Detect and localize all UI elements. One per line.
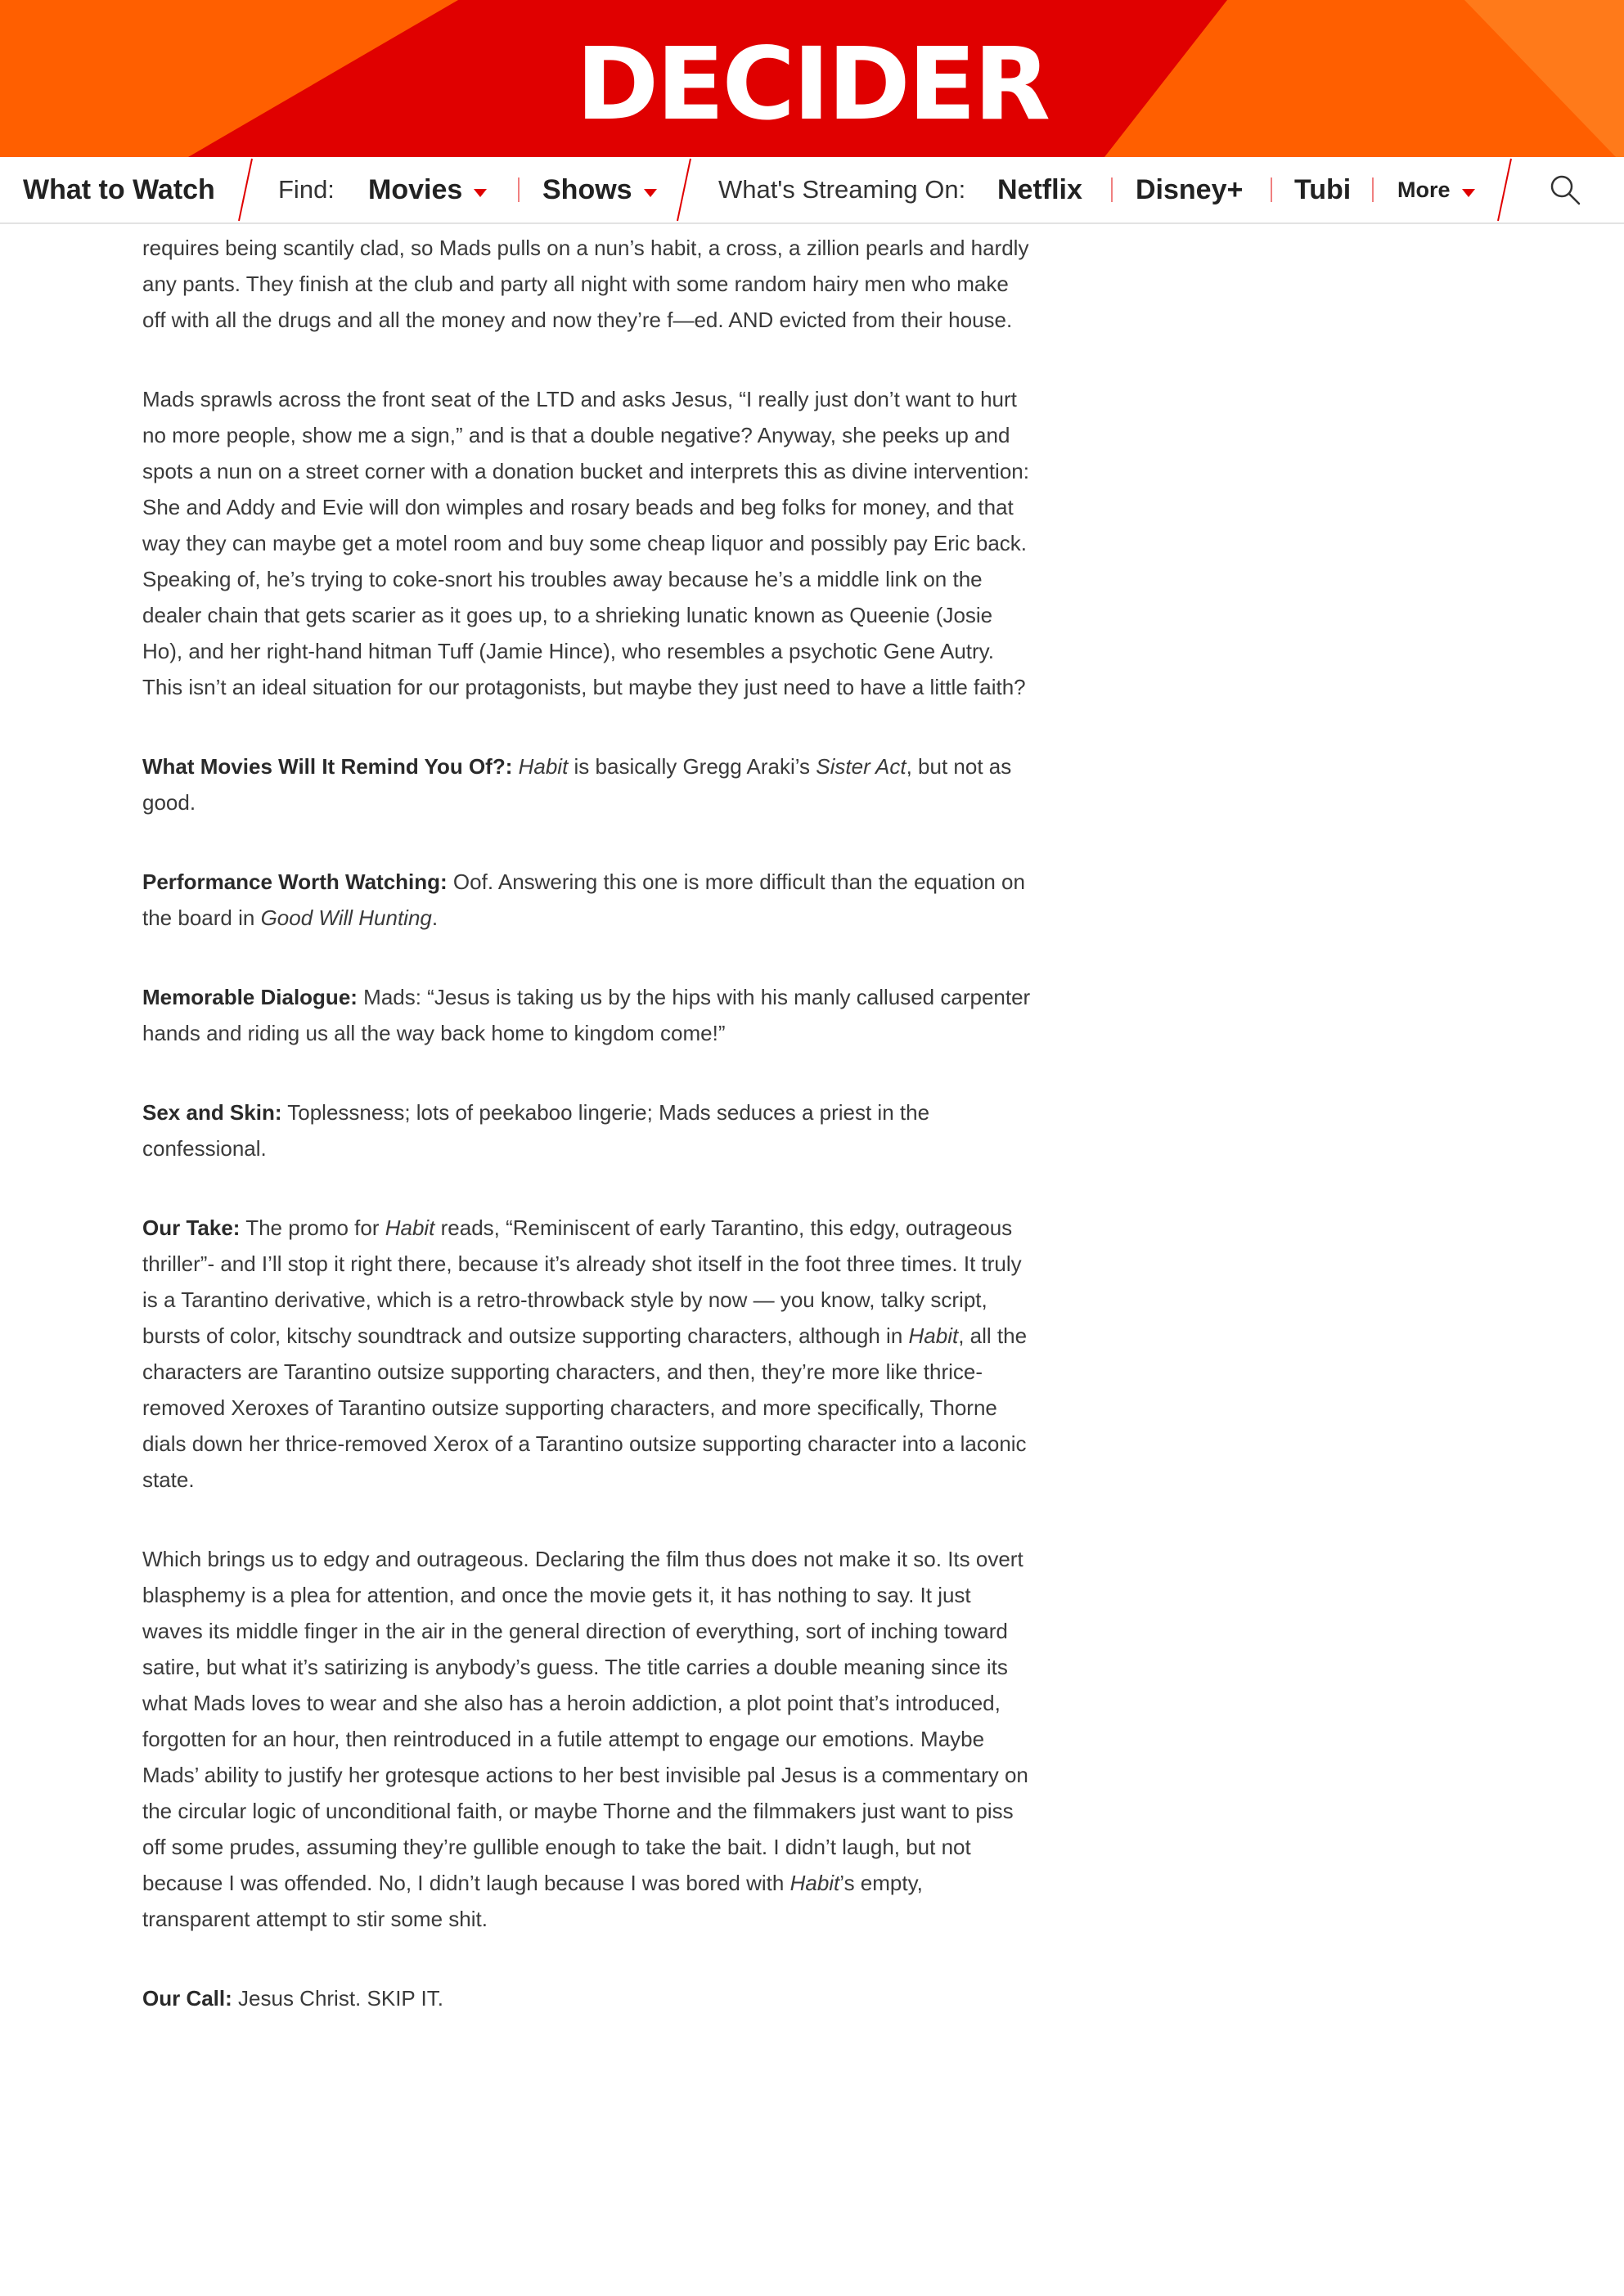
nav-divider-slash xyxy=(674,157,694,222)
paragraph-text xyxy=(512,754,518,779)
search-button[interactable] xyxy=(1549,173,1581,206)
nav-tubi[interactable]: Tubi xyxy=(1294,174,1352,205)
nav-streaming-label: What's Streaming On: xyxy=(718,175,966,204)
our-take-section xyxy=(142,1210,1034,1498)
nav-more-label: More xyxy=(1397,177,1451,202)
main-nav xyxy=(0,157,1624,224)
section-label: Performance Worth Watching: xyxy=(142,869,448,894)
article-paragraph xyxy=(142,230,1034,338)
nav-divider xyxy=(1271,177,1272,202)
paragraph-text: Which brings us to edgy and outrageous. Declaring the film thus does not make it so. Its overt blasphemy is a plea for attention, and once the movie gets it, it has nothing to say. It just waves its middle finger in the air in the general direction of everything, sort of inching toward satire, but what it’s satirizing is anybody’s guess. The title carries a double meaning since its what Mads loves to wear and she also has a heroin addiction, a plot point that’s introduced, forgotten for an hour, then reintroduced in a futile attempt to engage our emotions. Maybe Mads’ ability to justify her grotesque actions to her best invisible pal Jesus is a commentary on the circular logic of unconditional faith, or maybe Thorne and the filmmakers just want to piss off some prudes, assuming they’re gullible enough to take the bait. I didn’t laugh, but not because I was offended. No, I didn’t laugh because I was bored with xyxy=(142,1547,1028,1895)
remind-you-of-section xyxy=(142,748,1034,820)
paragraph-text: requires being scantily clad, so Mads pulls on a nun’s habit, a cross, a zillion pearls and hardly any pants. They finish at the club and party all night with some random hairy men who make off with all the drugs and all the money and now they’re f—ed. AND evicted from their house. xyxy=(142,236,1029,332)
paragraph-text: . xyxy=(431,905,439,930)
nav-netflix[interactable]: Netflix xyxy=(997,174,1082,205)
performance-section xyxy=(142,864,1034,936)
paragraph-text: Jesus Christ. SKIP IT. xyxy=(232,1986,443,2011)
nav-divider-slash xyxy=(236,157,255,222)
our-call-section xyxy=(142,1980,1034,2016)
article-paragraph xyxy=(142,381,1034,705)
article-body xyxy=(142,222,1034,2060)
nav-movies-label: Movies xyxy=(368,174,463,205)
paragraph-text: Mads: “Jesus is taking us by the hips with his manly callused carpenter hands and riding us all the way back home to kingdom come!” xyxy=(142,985,1031,1045)
nav-more-dropdown[interactable] xyxy=(1397,157,1475,222)
section-label: Sex and Skin: xyxy=(142,1100,282,1125)
title-italic: Habit xyxy=(518,754,569,779)
dialogue-section xyxy=(142,979,1034,1051)
nav-divider-slash xyxy=(1495,157,1514,222)
title-italic: Good Will Hunting xyxy=(260,905,432,930)
title-italic: Sister Act xyxy=(816,754,906,779)
nav-disney[interactable]: Disney+ xyxy=(1136,174,1244,205)
caret-down-icon xyxy=(474,189,487,197)
nav-divider xyxy=(1111,177,1113,202)
nav-shows-label: Shows xyxy=(542,174,632,205)
nav-what-to-watch[interactable]: What to Watch xyxy=(23,174,215,205)
caret-down-icon xyxy=(644,189,657,197)
paragraph-text: Mads sprawls across the front seat of the LTD and asks Jesus, “I really just don’t want to hurt no more people, show me a sign,” and is that a double negative? Anyway, she peeks up and spots a nun on a street corner with a donation bucket and interprets this as divine intervention: She and Addy and Evie will don wimples and rosary beads and beg folks for money, and that way they can maybe get a motel room and buy some cheap liquor and possibly pay Eric back. Speaking of, he’s trying to coke-snort his troubles away because he’s a middle link on the dealer chain that gets scarier as it goes up, to a shrieking lunatic known as Queenie (Josie Ho), and her right-hand hitman Tuff (Jamie Hince), who resembles a psychotic Gene Autry. This isn’t an ideal situation for our protagonists, but maybe they just need to have a little faith? xyxy=(142,387,1029,699)
nav-divider xyxy=(518,177,520,202)
site-header xyxy=(0,0,1624,157)
article-paragraph xyxy=(142,1541,1034,1937)
nav-movies-dropdown[interactable] xyxy=(368,157,487,222)
paragraph-text: ’s empty, transparent attempt to stir some shit. xyxy=(142,1871,923,1931)
title-italic: Habit xyxy=(790,1871,840,1895)
paragraph-text: , all the characters are Tarantino outsize supporting characters, and then, they’re more like thrice-removed Xeroxes of Tarantino outsize supporting characters, and more specifically, Thorne dials down her thrice-removed Xerox of a Tarantino outsize supporting character into a laconic state. xyxy=(142,1323,1028,1492)
nav-divider xyxy=(1372,177,1374,202)
paragraph-text: , but not as good. xyxy=(142,754,1012,815)
section-label: Our Take: xyxy=(142,1215,241,1240)
title-italic: Habit xyxy=(908,1323,959,1348)
paragraph-text: reads, “Reminiscent of early Tarantino, this edgy, outrageous thriller”- and I’ll stop it right there, because it’s already shot itself in the foot three times. It truly is a Tarantino derivative, which is a retro-throwback style by now — you know, talky script, bursts of color, kitschy soundtrack and outsize supporting characters, although in xyxy=(142,1215,1022,1348)
magnifier-icon xyxy=(1549,173,1581,206)
paragraph-text: The promo for xyxy=(240,1215,385,1240)
sex-and-skin-section xyxy=(142,1094,1034,1166)
paragraph-text: is basically Gregg Araki’s xyxy=(568,754,816,779)
section-label: Our Call: xyxy=(142,1986,232,2011)
paragraph-text: Toplessness; lots of peekaboo lingerie; Mads seduces a priest in the confessional. xyxy=(142,1100,930,1161)
paragraph-text: Oof. Answering this one is more difficult than the equation on the board in xyxy=(142,869,1025,930)
nav-find-label: Find: xyxy=(278,175,335,204)
caret-down-icon xyxy=(1462,189,1475,197)
nav-shows-dropdown[interactable] xyxy=(542,157,657,222)
site-logo[interactable]: DECIDER xyxy=(575,26,1049,142)
section-label: What Movies Will It Remind You Of?: xyxy=(142,754,513,779)
title-italic: Habit xyxy=(385,1215,435,1240)
section-label: Memorable Dialogue: xyxy=(142,985,358,1009)
